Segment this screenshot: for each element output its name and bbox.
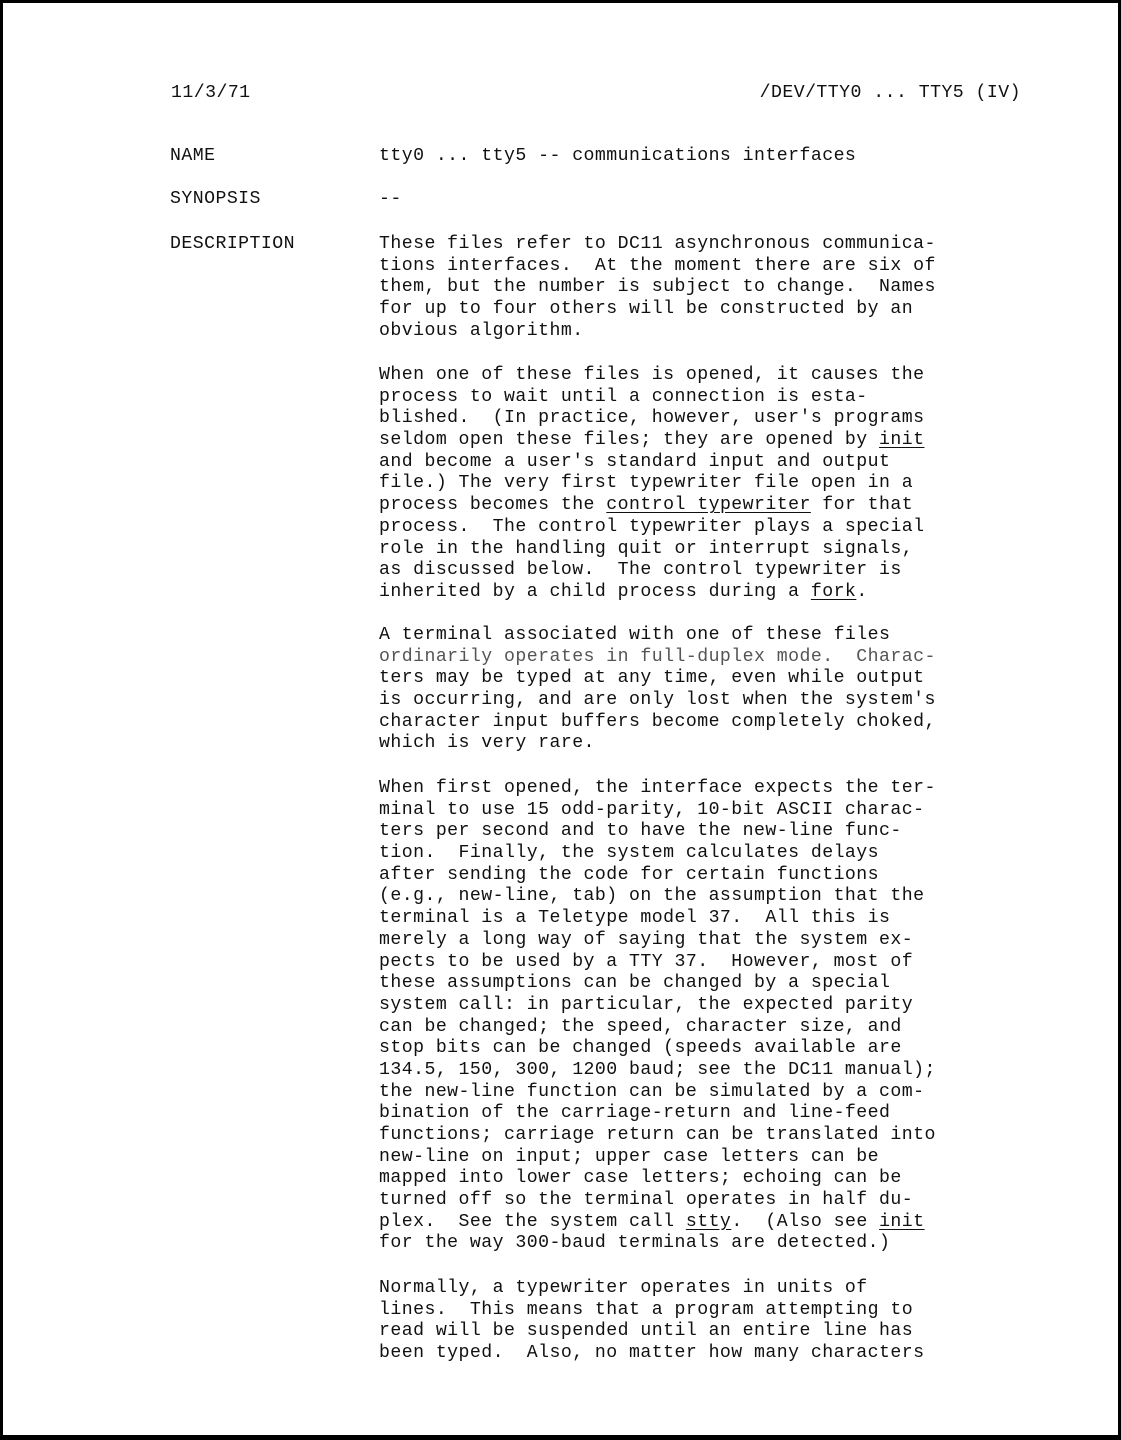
- text-line: turned off so the terminal operates in half du-: [379, 1190, 914, 1211]
- text-line: mapped into lower case letters; echoing can be: [379, 1168, 902, 1189]
- text-fragment: inherited by a child process during a: [379, 581, 811, 602]
- text-line: character input buffers become completely choked,: [379, 711, 936, 732]
- name-text: tty0 ... tty5 -- communications interfaces: [379, 146, 857, 166]
- name-label: NAME: [170, 146, 216, 166]
- text-line: ters per second and to have the new-line func-: [379, 821, 902, 842]
- text-line: can be changed; the speed, character size, and: [379, 1016, 902, 1037]
- underlined-init: init: [879, 1211, 925, 1232]
- text-line: terminal is a Teletype model 37. All this is: [379, 908, 891, 929]
- text-line: them, but the number is subject to change. Names: [379, 277, 936, 298]
- text-line: functions; carriage return can be translated into: [379, 1125, 936, 1145]
- text-line: (e.g., new-line, tab) on the assumption that the: [379, 886, 925, 907]
- page-title: /DEV/TTY0 ... TTY5 (IV): [759, 83, 1021, 103]
- paragraph-4: [379, 778, 1039, 1255]
- description-label: DESCRIPTION: [170, 234, 296, 254]
- paragraph-1: [379, 234, 1039, 342]
- text-line: file.) The very first typewriter file open in a: [379, 473, 914, 494]
- text-line: lines. This means that a program attempting to: [379, 1299, 914, 1320]
- text-line: these assumptions can be changed by a special: [379, 973, 891, 994]
- text-line: for up to four others will be constructed by an: [379, 299, 914, 320]
- text-line: pects to be used by a TTY 37. However, most of: [379, 951, 914, 972]
- text-line: [379, 495, 1039, 517]
- underlined-init: init: [879, 430, 925, 451]
- text-line: new-line on input; upper case letters can be: [379, 1146, 880, 1167]
- underlined-stty: stty: [685, 1211, 732, 1232]
- text-fragment: plex. See the system call: [379, 1211, 686, 1232]
- text-line: A terminal associated with one of these files: [379, 625, 891, 645]
- text-line: Normally, a typewriter operates in units of: [379, 1278, 868, 1298]
- text-line: role in the handling quit or interrupt signals,: [379, 538, 914, 559]
- text-line: tions interfaces. At the moment there are six of: [379, 255, 936, 276]
- text-line: bination of the carriage-return and line-feed: [379, 1103, 891, 1124]
- text-line: These files refer to DC11 asynchronous communica-: [379, 234, 936, 254]
- synopsis-text: --: [379, 189, 402, 209]
- underlined-control-typewriter: control typewriter: [606, 495, 811, 516]
- text-line: the new-line function can be simulated by a com-: [379, 1081, 925, 1102]
- paragraph-5: [379, 1278, 1039, 1365]
- text-line: ters may be typed at any time, even while output: [379, 668, 925, 689]
- text-line: which is very rare.: [379, 733, 595, 754]
- paragraph-2: [379, 365, 1039, 604]
- text-line: system call: in particular, the expected parity: [379, 994, 914, 1015]
- text-fragment: seldom open these files; they are opened by: [379, 430, 880, 451]
- text-line: been typed. Also, no matter how many characters: [379, 1343, 925, 1364]
- text-fragment: process becomes the: [379, 495, 607, 516]
- text-line: minal to use 15 odd-parity, 10-bit ASCII charac-: [379, 799, 925, 820]
- text-line: [379, 430, 1039, 452]
- text-line: read will be suspended until an entire line has: [379, 1321, 914, 1342]
- text-fragment: for that: [810, 495, 914, 516]
- text-line: stop bits can be changed (speeds available are: [379, 1038, 902, 1059]
- synopsis-label: SYNOPSIS: [170, 189, 261, 209]
- text-line: process to wait until a connection is esta-: [379, 386, 868, 407]
- text-line: merely a long way of saying that the system ex-: [379, 929, 914, 950]
- text-line: When one of these files is opened, it causes the: [379, 365, 925, 385]
- text-line: tion. Finally, the system calculates delays: [379, 843, 880, 864]
- text-line: after sending the code for certain functions: [379, 864, 880, 885]
- text-line: obvious algorithm.: [379, 320, 584, 341]
- text-line: When first opened, the interface expects the ter-: [379, 778, 936, 798]
- paragraph-3: [379, 625, 1039, 755]
- text-line: is occurring, and are only lost when the system's: [379, 690, 936, 711]
- text-line: as discussed below. The control typewriter is: [379, 560, 902, 581]
- underlined-fork: fork: [810, 581, 857, 602]
- page-date: 11/3/71: [171, 83, 251, 103]
- text-line: 134.5, 150, 300, 1200 baud; see the DC11 manual);: [379, 1059, 936, 1080]
- text-line: [379, 1212, 1039, 1234]
- text-line: and become a user's standard input and output: [379, 451, 891, 472]
- text-line: process. The control typewriter plays a special: [379, 516, 925, 537]
- text-fragment: . (Also see: [731, 1211, 880, 1232]
- text-fragment: .: [856, 581, 868, 602]
- text-line: blished. (In practice, however, user's programs: [379, 408, 925, 429]
- text-line: ordinarily operates in full-duplex mode. Charac-: [379, 646, 936, 667]
- text-line: [379, 582, 1039, 604]
- text-line: for the way 300-baud terminals are detected.): [379, 1233, 891, 1254]
- document-page: [3, 3, 1118, 1435]
